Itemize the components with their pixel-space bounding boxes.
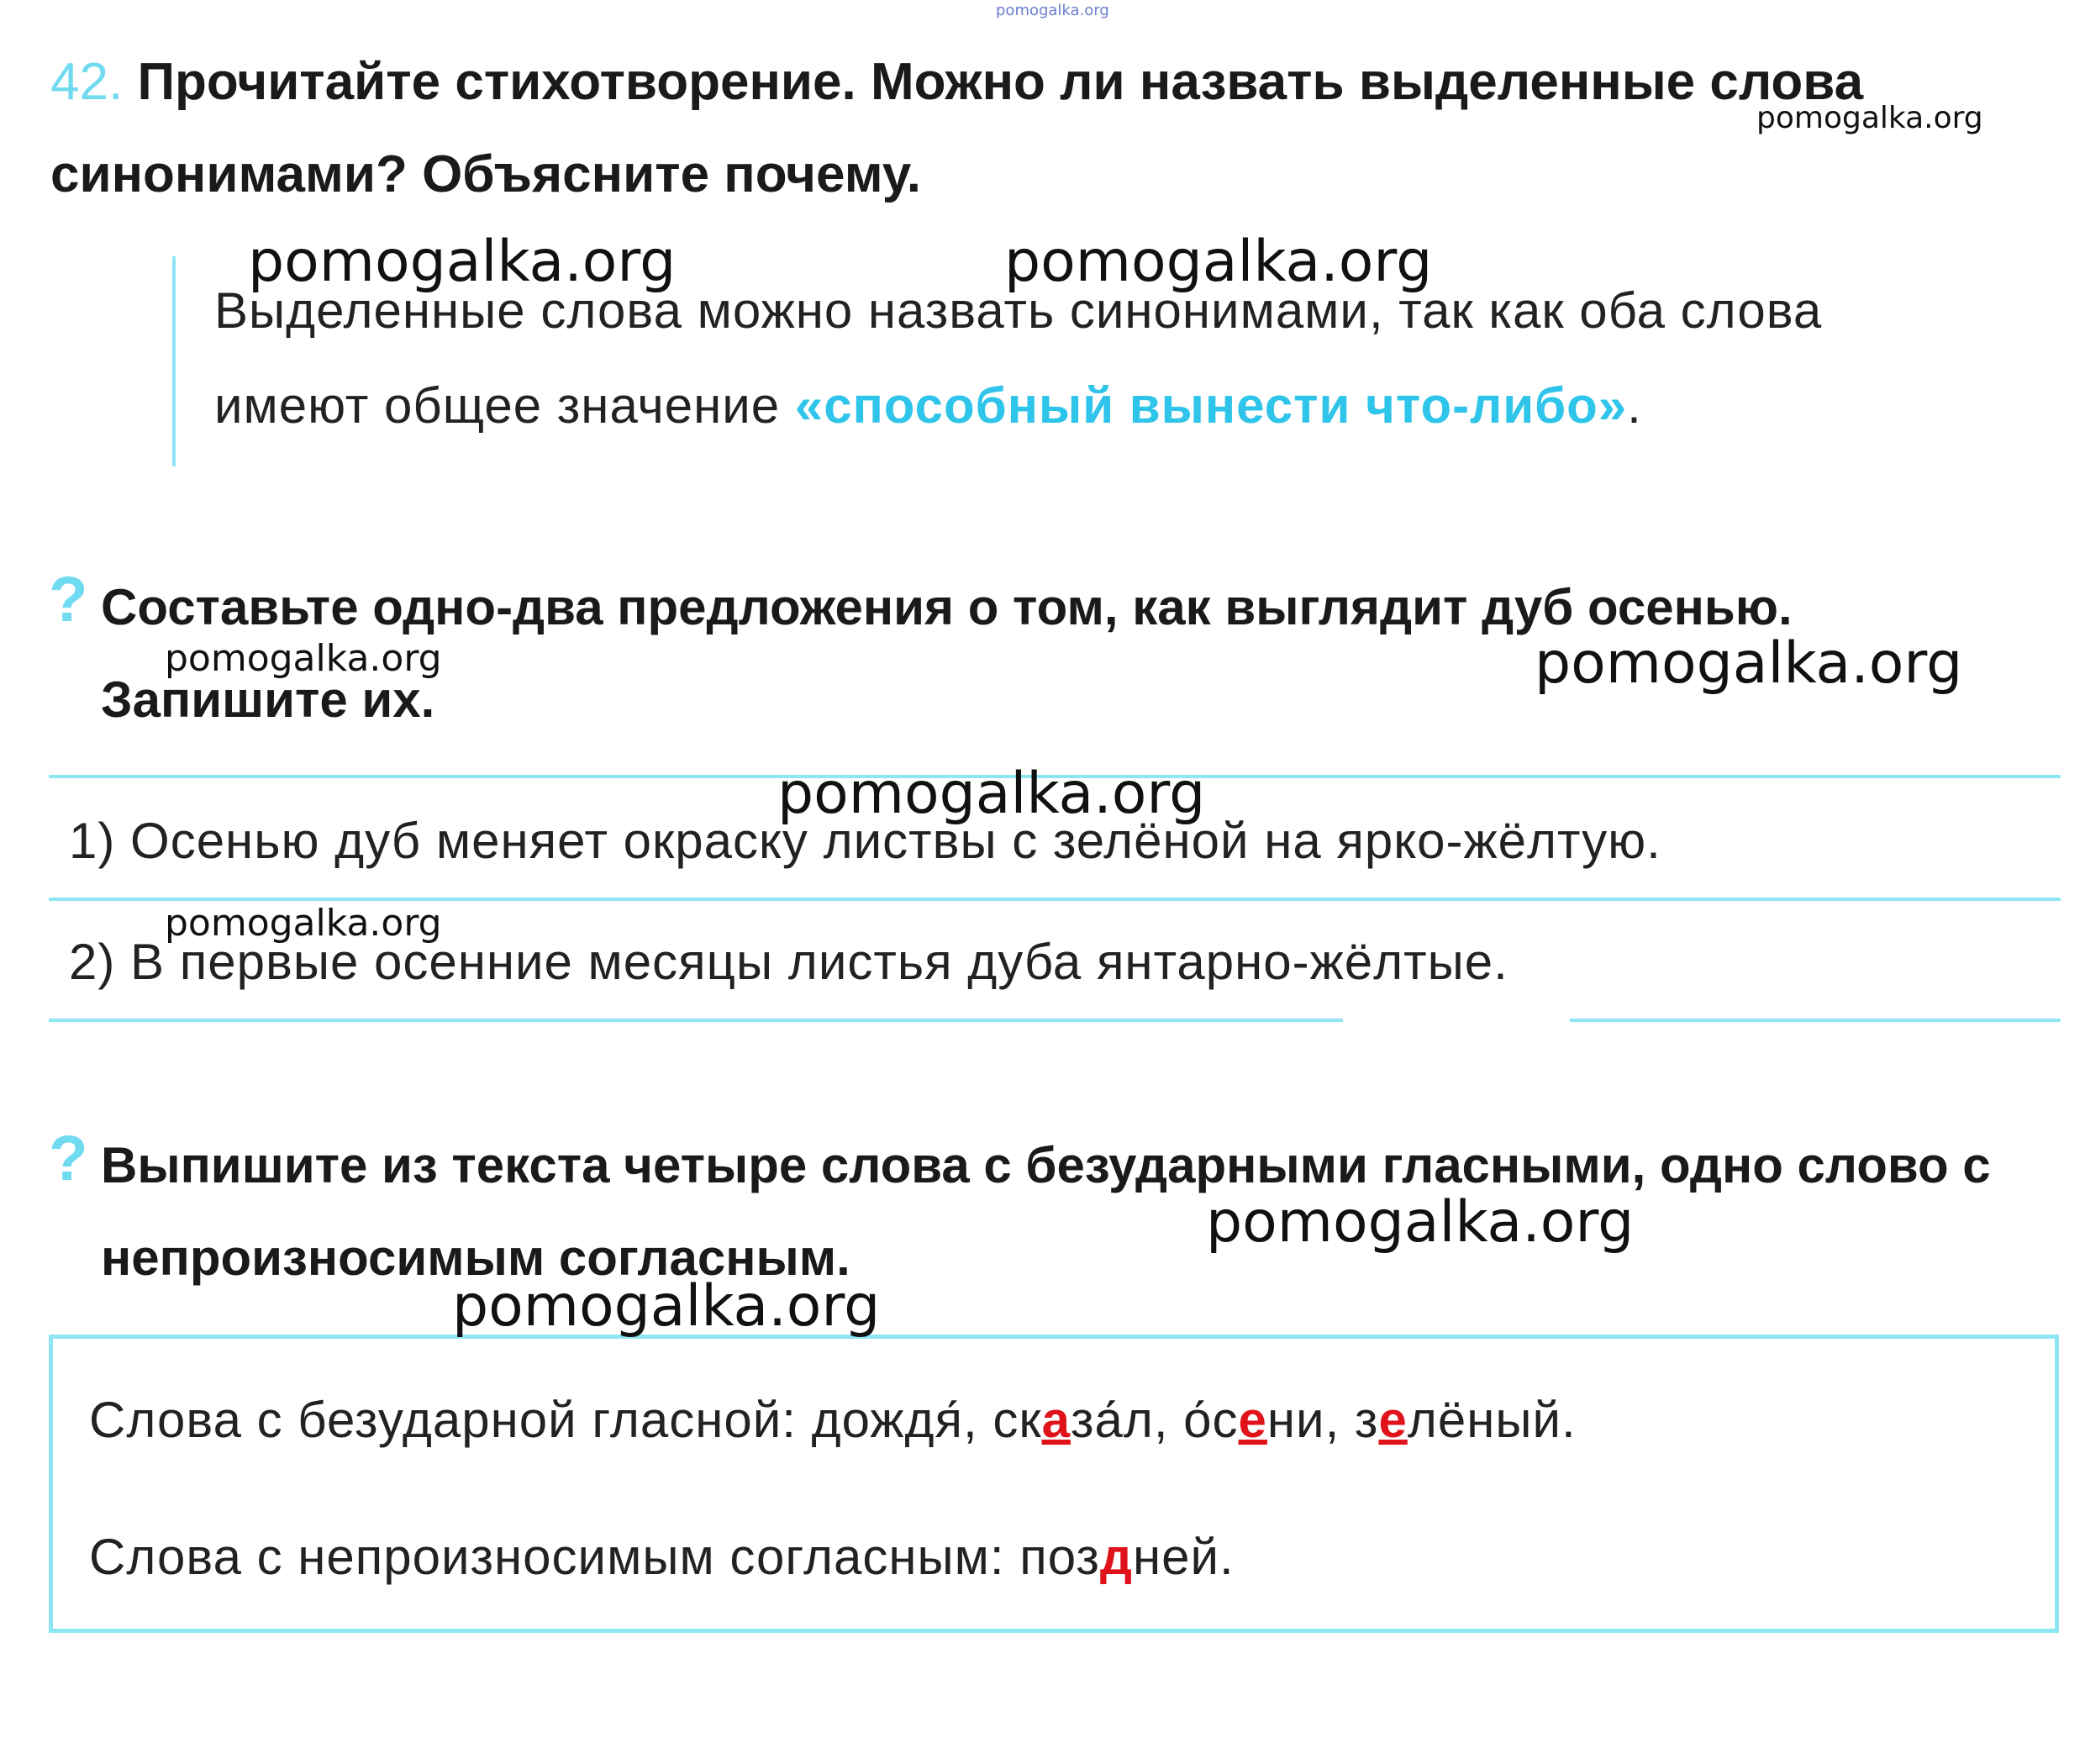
task-number: 42. <box>50 53 124 111</box>
watermark: pomogalka.org <box>452 1273 881 1340</box>
silent-consonant: д <box>1099 1529 1133 1585</box>
consonant-answer: Слова с непроизносимым согласным: поздней. <box>89 1529 1235 1585</box>
watermark: pomogalka.org <box>777 761 1206 827</box>
consonant-label: Слова с непроизносимым согласным: <box>89 1529 1020 1585</box>
watermark: pomogalka.org <box>1004 229 1433 295</box>
watermark: pomogalka.org <box>248 229 677 295</box>
answer-box <box>49 1335 2059 1633</box>
word-4: зелёный <box>1354 1392 1561 1448</box>
answer-end: . <box>1627 377 1642 434</box>
word-1: дождя́ <box>811 1392 963 1448</box>
answer-line-rule <box>49 1019 1343 1022</box>
answer-rule <box>172 256 176 466</box>
question-1-line1: Составьте одно-два предложения о том, как выглядит дуб осенью. <box>101 579 1793 635</box>
separator: , <box>962 1392 993 1448</box>
question-2-line1: Выпишите из текста четыре слова с безударными гласными, одно слово с <box>101 1137 1991 1193</box>
task-42-line1 <box>50 52 1863 112</box>
separator: , <box>1153 1392 1184 1448</box>
watermark: pomogalka.org <box>165 902 442 945</box>
question-1-line2: Запишите их. <box>101 671 435 728</box>
stressless-vowel: е <box>1238 1392 1267 1448</box>
task-42-answer-line2 <box>214 376 1642 434</box>
watermark: pomogalka.org <box>165 637 442 680</box>
end-period: . <box>1561 1392 1577 1448</box>
watermark: pomogalka.org <box>1756 101 1983 135</box>
watermark: pomogalka.org <box>1206 1189 1635 1256</box>
answer-line-rule <box>49 898 2061 901</box>
watermark: pomogalka.org <box>1535 630 1963 697</box>
vowels-label: Слова с безударной гласной: <box>89 1392 812 1448</box>
answer-sentence-2: 2) В первые осенние месяцы листья дуба янтарно-жёлтые. <box>69 934 1508 990</box>
word-2: сказа́л <box>992 1392 1154 1448</box>
answer-highlight: «способный вынести что-либо» <box>794 377 1628 434</box>
answer-text: имеют общее значение <box>214 377 795 434</box>
watermark-top: pomogalka.org <box>996 2 1109 19</box>
stressless-vowel: а <box>1041 1392 1071 1448</box>
task-42-answer-line1: Выделенные слова можно назвать синонимами, так как оба слова <box>214 282 1823 339</box>
answer-line-rule <box>1570 1019 2061 1022</box>
task-42-line2: синонимами? Объясните почему. <box>50 145 922 203</box>
question-2-line2: непроизносимым согласным. <box>101 1230 850 1286</box>
answer-sentence-1: 1) Осенью дуб меняет окраску листвы с зелёной на ярко-жёлтую. <box>69 813 1661 869</box>
separator: , <box>1324 1392 1355 1448</box>
word-3: о́сени <box>1183 1392 1325 1448</box>
task-42-text: Прочитайте стихотворение. Можно ли назвать выделенные слова <box>137 53 1864 111</box>
stressless-vowel: е <box>1378 1392 1408 1448</box>
question-mark-1: ? <box>49 564 88 635</box>
question-mark-2: ? <box>49 1123 88 1194</box>
vowels-answer <box>89 1391 1577 1449</box>
